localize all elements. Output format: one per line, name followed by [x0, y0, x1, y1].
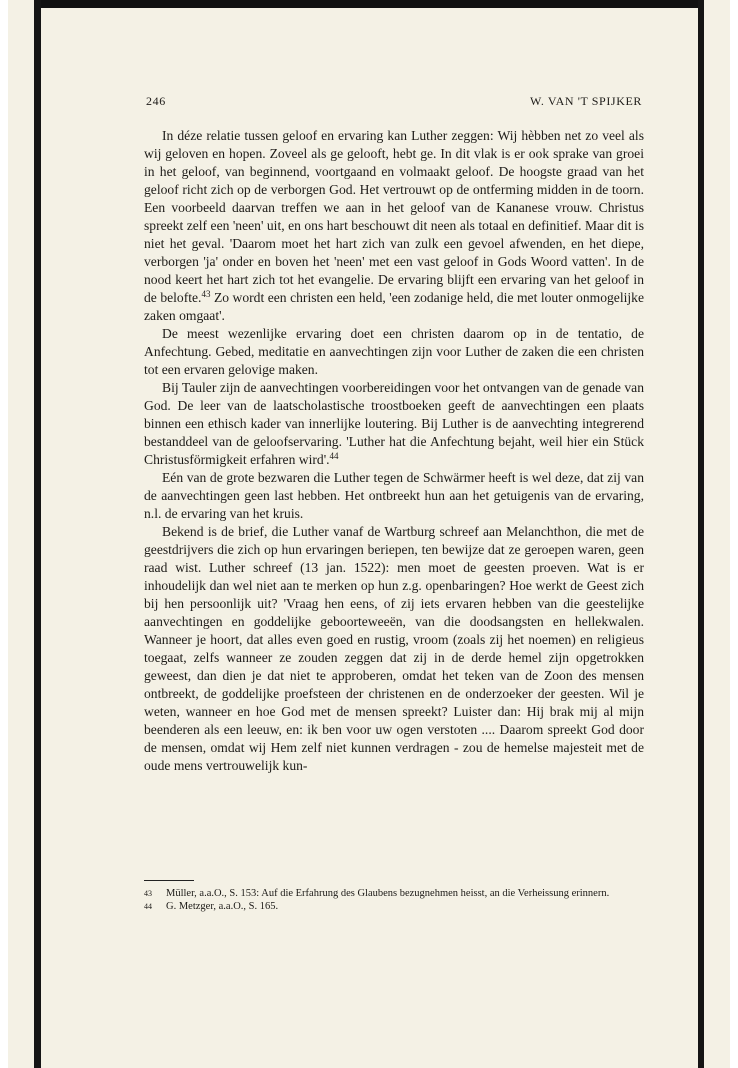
paragraph: De meest wezenlijke ervaring doet een christen daarom op in de tentatio, de Anfechtung. Gebed, meditatie en aanvechtingen zijn voor Luther de zaken die een christen tot een ervaren gelovige maken. [144, 326, 644, 377]
footnote [144, 887, 644, 900]
body-text [144, 127, 644, 775]
paragraph: Bekend is de brief, die Luther vanaf de Wartburg schreef aan Melanchthon, die met de geestdrijvers die zich op hun ervaringen beriepen, ten bewijze dat ze geroepen waren, geen raad wist. Luther schreef (13 jan. 1522): men moet de geesten proeven. Wat is er inhoudelijk dan wel niet aan te merken op hun z.g. openbaringen? Hoe werkt de Geest zich bij hen persoonlijk uit? 'Vraag hen eens, of zij iets ervaren hebben van die geestelijke aanvechtingen en goddelijke geboorteweeën, van die doodsangsten en hellekwalen. Wanneer je hoort, dat alles even goed en rustig, vroom (zoals zij het noemen) en religieus toegaat, zelfs wanneer ze zouden zeggen dat zij in de derde hemel zijn opgetrokken geweest, dan dien je dat niet te approberen, omdat het teken van de Zoon des mensen ontbreekt, de goddelijke proefsteen der christenen en de onderzoeker der geesten. Wil je weten, wanneer en hoe God met de mensen spreekt? Luister dan: Hij brak mij al mijn beenderen als een leeuw, en: ik ben voor uw ogen verstoten .... Daarom spreekt God door de mensen, omdat wij Hem zelf niet kunnen verdragen - zou de hemelse majesteit met de oude mens vertrouwelijk kun- [144, 524, 644, 773]
scan-edge-right [698, 0, 704, 1068]
scan-edge-left [34, 0, 41, 1068]
page-number: 246 [146, 94, 166, 108]
footnotes [144, 887, 644, 913]
footnote [144, 900, 644, 913]
paragraph: In déze relatie tussen geloof en ervaring kan Luther zeggen: Wij hèbben net zo veel als wij geloven en hopen. Zoveel als ge gelooft, hebt ge. In dit vlak is er ook sprake van groei in het geloof, van beginnend, voortgaand en volmaakt geloof. De hoogste graad van het geloof richt zich op de verborgen God. Het vertrouwt op de ontferming midden in de toorn. Een voorbeeld daarvan treffen we aan in het geloof van de Kananese vrouw. Christus spreekt zelf een 'neen' uit, en ons hart beschouwt dit neen als totaal en definitief. Maar dit is niet het geval. 'Daarom moet het hart zich van zulk een gevoel afwenden, en het diepe, verborgen 'ja' onder en boven het 'neen' met een vast geloof in Gods Woord vatten'. In de nood keert het hart zich tot het evangelie. De ervaring blijft een ervaring van het geloof in de belofte.$^{43}$ Zo wordt een christen een held, 'een zodanige held, die met louter onmogelijke zaken omgaat'. [144, 128, 644, 323]
footnote-number: 44 [144, 902, 152, 911]
footnote-text: Müller, a.a.O., S. 153: Auf die Erfahrung des Glaubens bezugnehmen heisst, an die Verheissung erinnern. [166, 888, 610, 899]
footnote-ref[interactable]: 44 [329, 451, 339, 461]
footnote-rule [144, 880, 194, 881]
footnote-ref[interactable]: 43 [201, 289, 211, 299]
footnote-number: 43 [144, 889, 152, 898]
running-head: W. VAN 'T SPIJKER [530, 94, 642, 108]
paragraph: Bij Tauler zijn de aanvechtingen voorbereidingen voor het ontvangen van de genade van God. De leer van de laatscholastische troostboeken geeft de aanvechtingen een plaats binnen een ethisch kader van innerlijke loutering. Bij Luther is de aanvechting integrerend bestanddeel van de geloofservaring. 'Luther hat die Anfechtung bejaht, weil hier ein Stück Christusförmigkeit erfahren wird'.$^{44}$ [144, 380, 644, 467]
footnote-text: G. Metzger, a.a.O., S. 165. [166, 901, 279, 912]
paragraph: Eén van de grote bezwaren die Luther tegen de Schwärmer heeft is wel deze, dat zij van de aanvechtingen geen last hebben. Het ontbreekt hun aan het getuigenis van de ervaring, n.l. de ervaring van het kruis. [144, 470, 644, 521]
scan-edge-top [34, 0, 704, 8]
